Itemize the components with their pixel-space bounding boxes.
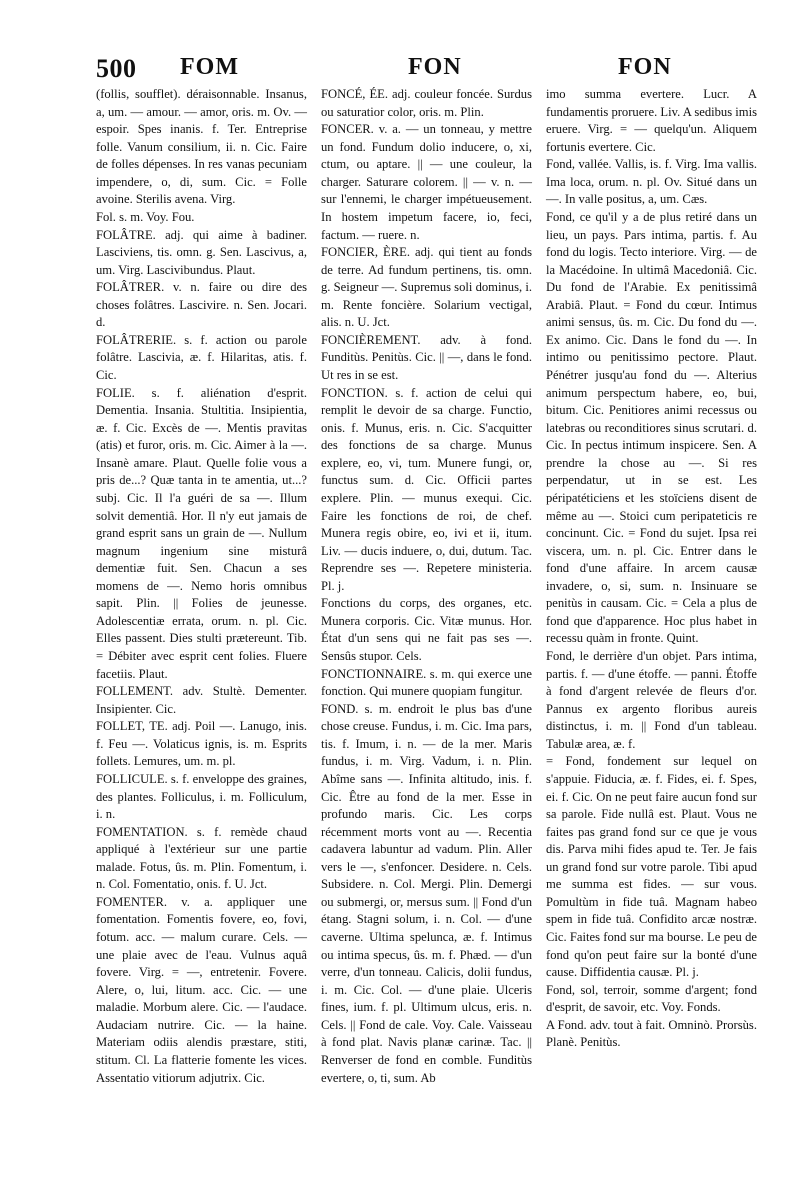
dictionary-entry: A Fond. adv. tout à fait. Omninò. Prorsùs. Planè. Penitùs. (546, 1017, 757, 1050)
dictionary-entry: FOND. s. m. endroit le plus bas d'une chose creuse. Fundus, i. m. Cic. Ima pars, tis. f. Imum, i. n. — de la mer. Maris fundus, i. m. Virg. Vadum, i. n. Plin. Abîme sans —. Infinita altitudo, inis. f. Cic. Être au fond de la mer. Esse in profundo maris. Cic. Les corps récemment morts vont au —. Recentia cadavera labuntur ad vadum. Plin. Aller vers le —, s'enfoncer. Desidere. n. Cels. Subsidere. n. Col. Mergi. Plin. Demergi ou submergi, or, mersus sum. || Fond d'un étang. Stagni solum, i. n. Col. — d'une caverne. Ultima spelunca, æ. f. Intimus ou intima specus, ûs. m. f. Phæd. — d'un verre, d'un tonneau. Calicis, dolii fundus, i. m. Cic. Col. — d'une plaie. Ulceris fines, ium. f. pl. Ultimum ulcus, eris. n. Cels. || Fond de cale. Voy. Cale. Vaisseau à fond plat. Navis planæ carinæ. Tac. || Renverser de fond en comble. Funditùs evertere, o, ti, sum. Ab (321, 701, 532, 1085)
dictionary-entry: FOLLEMENT. adv. Stultè. Dementer. Insipienter. Cic. (96, 684, 307, 716)
dictionary-entry: FOMENTER. v. a. appliquer une fomentation. Fomentis fovere, eo, fovi, fotum. acc. — malum curare. Cels. — une plaie avec de l'eau. Vulnus aquâ fovere. Virg. = —, entretenir. Fovere. Alere, o, lui, litum. acc. Cic. — une maladie. Morbum alere. Cic. — l'audace. Audaciam nutrire. Cic. — la haine. Materiam odiis alendis præstare, stiti, stitum. Cl. La flatterie fomente les vices. Assentatio vitiorum adjutrix. Cic. (96, 894, 307, 1085)
dictionary-entry: FOMENTATION. s. f. remède chaud appliqué à l'extérieur sur une partie malade. Fotus, ûs. m. Plin. Fomentum, i. n. Col. Fomentatio, onis. f. U. Jct. (96, 824, 307, 892)
right-guide-word: FON (618, 54, 672, 80)
dictionary-entry: Fol. s. m. Voy. Fou. (96, 209, 195, 224)
dictionary-entry: FONCTIONNAIRE. s. m. qui exerce une fonction. Qui munere quopiam fungitur. (321, 666, 532, 699)
dictionary-entry: FONCER. v. a. — un tonneau, y mettre un fond. Fundum dolio inducere, o, xi, ctum, ou aptare. || — une couleur, la charger. Saturare colorem. || — v. n. — sur l'ennemi, le charger impétueusement. In hostem impetum facere, io, feci, factum. — ruere. n. (321, 122, 532, 242)
dictionary-entry: FONCÉ, ÉE. adj. couleur foncée. Surdus ou saturatior color, oris. m. Plin. (321, 87, 532, 119)
dictionary-entry: FOLLET, TE. adj. Poil —. Lanugo, inis. f. Feu —. Volaticus ignis, is. m. Esprits follets. Lemures, um. m. pl. (96, 719, 307, 769)
dictionary-entry: (follis, soufflet). déraisonnable. Insanus, a, um. — amour. — amor, oris. m. Ov. — espoir. Spes inanis. f. Ter. Entreprise folle. Vanum consilium, ii. n. Cic. Faire de folles dépenses. In res vanas pecuniam impendere, o, di, sum. Cic. = Folle avoine. Sterilis avena. Virg. (96, 87, 307, 207)
dictionary-entry: = Fond, fondement sur lequel on s'appuie. Fiducia, æ. f. Fides, ei. f. Spes, ei. f. Cic. On ne peut faire aucun fond sur sa parole. Fide nullâ est. Plaut. Vous ne faites pas grand fond sur ce que je vous dis. Parva mihi fides apud te. Ter. Je fais un grand fond sur votre parole. Tibi apud me summa est fides. — sur vous. Pomultùm in fide tuâ. Magnam habeo spem in fide tuâ. Confidito arcæ nostræ. Cic. Faites fond sur ma bourse. Le peu de fond qu'on peut faire sur la bonté d'une cause. Diffidentia causæ. Pl. j. (546, 754, 757, 980)
dictionary-entry: FOLLICULE. s. f. enveloppe des graines, des plantes. Folliculus, i. m. Folliculum, i. n. (96, 771, 307, 822)
dictionary-entry: FOLÂTRER. v. n. faire ou dire des choses folâtres. Lascivire. n. Sen. Jocari. d. (96, 280, 307, 330)
dictionary-entry: FONCIER, ÈRE. adj. qui tient au fonds de terre. Ad fundum pertinens, tis. omn. g. Seigneur —. Supremus soli dominus, i. m. Rente foncière. Solarium vectigal, alis. n. U. Jct. (321, 245, 532, 330)
column-3 (546, 86, 757, 1087)
center-guide-word: FON (408, 54, 462, 80)
page-number: 500 (96, 54, 137, 83)
dictionary-entry: Fond, vallée. Vallis, is. f. Virg. Ima vallis. Ima loca, orum. n. pl. Ov. Situé dans un —. In valle positus, a, um. Cæs. (546, 157, 757, 207)
column-2 (321, 86, 532, 1087)
dictionary-entry: FOLÂTRE. adj. qui aime à badiner. Lasciviens, tis. omn. g. Sen. Lascivus, a, um. Virg. Lascivibundus. Plaut. (96, 227, 307, 277)
dictionary-entry: FONCIÈREMENT. adv. à fond. Funditùs. Penitùs. Cic. || —, dans le fond. Ut res in se est. (321, 332, 532, 382)
text-columns (96, 86, 769, 1087)
column-1 (96, 86, 307, 1087)
running-header (96, 54, 769, 84)
dictionary-entry: Fond, sol, terroir, somme d'argent; fond d'esprit, de savoir, etc. Voy. Fonds. (546, 982, 757, 1015)
dictionary-entry: FONCTION. s. f. action de celui qui remplit le devoir de sa charge. Functio, onis. f. Munus, eris. n. Cic. S'acquitter des fonctions de sa charge. Munus explere, eo, vi, tum. Munere fungi, or, functus sum. d. Cic. Officii partes explere. Plin. — munus exequi. Cic. Faire les fonctions de roi, de chef. Munera regis obire, eo, ivi et ii, itum. Liv. — ducis induere, o, dui, dutum. Tac. Reprendre ses —. Repetere ministeria. Pl. j. (321, 385, 532, 593)
dictionary-entry: FOLIE. s. f. aliénation d'esprit. Dementia. Insania. Stultitia. Insipientia, æ. f. Cic. Excès de —. Mentis pravitas (atis) et furor, oris. m. Cic. Aimer à la —. Insanè amare. Plaut. Quelle folie vous a pris de...? Quæ tanta in te amentia, ut...? subj. Cic. Il l'a guéri de sa —. Illum solvit dementiâ. Hor. Il n'y eut jamais de grand esprit sans un grain de —. Nullum magnum ingenium sine misturâ dementiæ fuit. Sen. Chacun a ses momens de —. Nemo horis omnibus sapit. Plin. || Folies de jeunesse. Adolescentiæ errata, orum. n. pl. Cic. Elles passent. Dies stulti prætereunt. Tib. = Débiter avec esprit cent folies. Fluere facetiis. Plaut. (96, 385, 307, 681)
dictionary-entry: imo summa evertere. Lucr. A fundamentis proruere. Liv. A sedibus imis eruere. Virg. = — quelqu'un. Aliquem fortunis evertere. Cic. (546, 87, 757, 154)
dictionary-entry: Fond, le derrière d'un objet. Pars intima, partis. f. — d'une étoffe. — panni. Étoffe à fond d'argent relevée de fleurs d'or. Pannus ex argento floribus aureis distinctus, i. m. || Fond d'un tableau. Tabulæ area, æ. f. (546, 649, 757, 751)
left-guide-word: FOM (180, 54, 239, 80)
dictionary-entry: Fond, ce qu'il y a de plus retiré dans un lieu, un pays. Pars intima, partis. f. Au fond du logis. Tecto interiore. Virg. — de la Macédoine. In ultimâ Macedoniâ. Cic. Du fond de l'Arabie. Ex penitissimâ Arabiâ. Plaut. = Fond du cœur. Intimus animi sensus, ûs. m. Cic. Du fond du —. Ex animo. Cic. Dans le fond du —. In intimo ou penitissimo pectore. Plaut. Pénétrer jusqu'au fond du —. Alterius animum perspectum habere, eo, bui, bitum. Cic. Penitiores animi recessus ou latebras ou reconditiores sinus scrutari. d. Cic. In pectus intimum inspicere. Sen. A prendre la chose au —. Si res perpendatur, ut in se est. Les péripatéticiens et les stoïciens disent de même au —. Stoici cum peripateticis re concinunt. Cic. = Fond du sujet. Ipsa rei viscera, um. n. pl. Cic. Entrer dans le fond d'une affaire. In arcem causæ invadere, o, si, sum. n. Insinuare se penitùs in causam. Cic. = Cela a plus de fond que d'apparence. Hoc plus habet in recessu quàm in fronte. Quint. (546, 209, 757, 646)
dictionary-entry: Fonctions du corps, des organes, etc. Munera corporis. Cic. Vitæ munus. Hor. État d'un sens qui ne fait pas ses —. Sensûs stupor. Cels. (321, 596, 532, 663)
dictionary-entry: FOLÂTRERIE. s. f. action ou parole folâtre. Lascivia, æ. f. Hilaritas, atis. f. Cic. (96, 332, 307, 382)
